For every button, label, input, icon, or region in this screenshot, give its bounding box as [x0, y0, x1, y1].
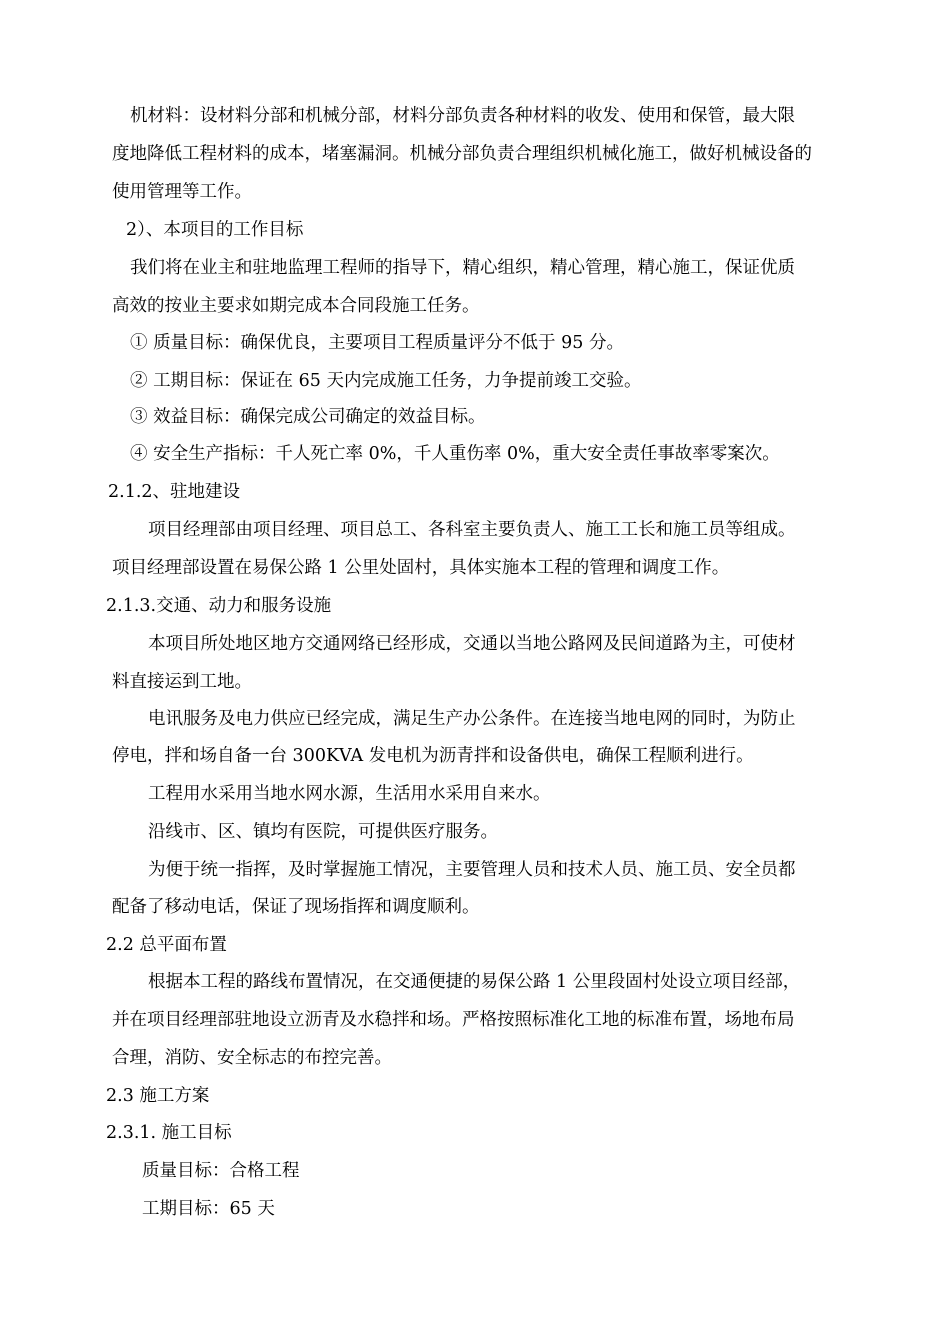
paragraph-line: 配备了移动电话，保证了现场指挥和调度顺利。 — [112, 897, 480, 917]
section-heading: 2.3 施工方案 — [106, 1086, 210, 1106]
paragraph-line: 沿线市、区、镇均有医院，可提供医疗服务。 — [148, 822, 498, 842]
paragraph-line: 高效的按业主要求如期完成本合同段施工任务。 — [112, 296, 480, 316]
paragraph-line: 本项目所处地区地方交通网络已经形成，交通以当地公路网及民间道路为主，可使材 — [148, 634, 796, 654]
paragraph-line: 我们将在业主和驻地监理工程师的指导下，精心组织，精心管理，精心施工，保证优质 — [130, 258, 795, 278]
paragraph-line: 项目经理部由项目经理、项目总工、各科室主要负责人、施工工长和施工员等组成。 — [148, 520, 796, 540]
paragraph-line: 电讯服务及电力供应已经完成，满足生产办公条件。在连接当地电网的同时，为防止 — [148, 709, 796, 729]
paragraph-line: 质量目标：合格工程 — [142, 1161, 300, 1181]
list-item: ② 工期目标：保证在 65 天内完成施工任务，力争提前竣工交验。 — [130, 371, 642, 391]
list-item: ③ 效益目标：确保完成公司确定的效益目标。 — [130, 407, 486, 427]
list-item: ④ 安全生产指标：千人死亡率 0%，千人重伤率 0%，重大安全责任事故率零案次。 — [130, 444, 780, 464]
paragraph-line: 合理，消防、安全标志的布控完善。 — [112, 1048, 392, 1068]
paragraph-line: 工期目标：65 天 — [142, 1199, 275, 1219]
paragraph-line: 并在项目经理部驻地设立沥青及水稳拌和场。严格按照标准化工地的标准布置，场地布局 — [112, 1010, 795, 1030]
paragraph-line: 停电，拌和场自备一台 300KVA 发电机为沥青拌和设备供电，确保工程顺利进行。 — [112, 746, 754, 766]
section-heading: 2.1.3.交通、动力和服务设施 — [106, 596, 332, 616]
section-heading: 2.2 总平面布置 — [106, 935, 227, 955]
paragraph-line: 工程用水采用当地水网水源，生活用水采用自来水。 — [148, 784, 551, 804]
section-heading: 2）、本项目的工作目标 — [126, 220, 304, 240]
paragraph-line: 根据本工程的路线布置情况，在交通便捷的易保公路 1 公里段固村处设立项目经部， — [148, 972, 801, 992]
paragraph-line: 为便于统一指挥，及时掌握施工情况，主要管理人员和技术人员、施工员、安全员都 — [148, 860, 796, 880]
paragraph-line: 项目经理部设置在易保公路 1 公里处固村，具体实施本工程的管理和调度工作。 — [112, 558, 730, 578]
paragraph-line: 机材料：设材料分部和机械分部，材料分部负责各种材料的收发、使用和保管，最大限 — [130, 106, 795, 126]
list-item: ① 质量目标：确保优良，主要项目工程质量评分不低于 95 分。 — [130, 333, 624, 353]
paragraph-line: 度地降低工程材料的成本，堵塞漏洞。机械分部负责合理组织机械化施工，做好机械设备的 — [112, 144, 812, 164]
section-heading: 2.3.1. 施工目标 — [106, 1123, 232, 1143]
paragraph-line: 使用管理等工作。 — [112, 182, 252, 202]
section-heading: 2.1.2、驻地建设 — [108, 482, 241, 502]
paragraph-line: 料直接运到工地。 — [112, 672, 252, 692]
